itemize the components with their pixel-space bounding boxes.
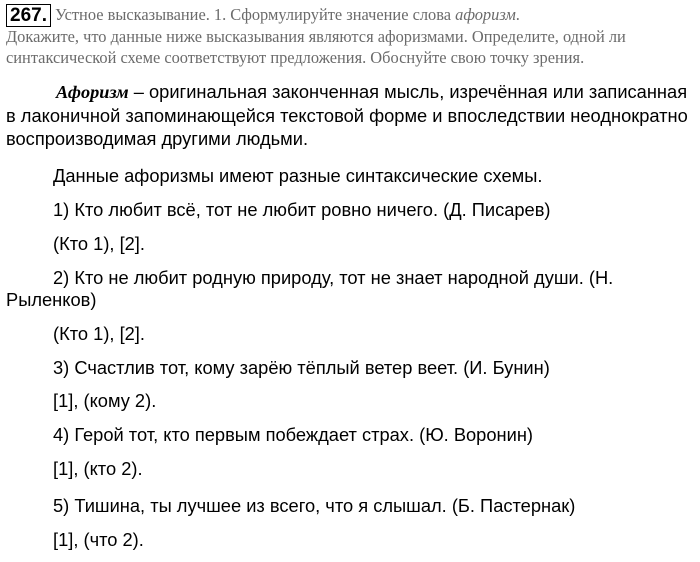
exercise-number: 267. <box>6 4 51 27</box>
aphorism-2: 2) Кто не любит родную природу, тот не знает народной души. (Н. Рыленков) <box>6 267 614 310</box>
task-term: афоризм <box>455 5 516 24</box>
intro-line: Данные афоризмы имеют разные синтаксические схемы. <box>53 165 543 186</box>
definition-term: Афоризм <box>56 82 129 102</box>
task-line-1 <box>6 4 692 27</box>
aphorism-4: 4) Герой тот, кто первым побеждает страх. (Ю. Воронин) <box>53 424 534 445</box>
task-text-1b: . <box>515 5 520 24</box>
aphorism-5: 5) Тишина, ты лучшее из всего, что я слышал. (Б. Пастернак) <box>53 495 576 516</box>
scheme-4: [1], (кто 2). <box>53 458 143 479</box>
aphorism-3: 3) Счастлив тот, кому зарёю тёплый ветер веет. (И. Бунин) <box>53 357 550 378</box>
scheme-3: [1], (кому 2). <box>53 390 157 411</box>
task-text-1a: Устное высказывание. 1. Сформулируйте значение слова <box>54 5 456 24</box>
task-line-2: Докажите, что данные ниже высказывания являются афоризмами. Определите, одной ли <box>6 27 626 46</box>
exercise-task <box>6 4 692 68</box>
definition-text: – оригинальная законченная мысль, изречённая или записанная в лаконичной запоминающейся текстовой форме и впоследствии неоднократно воспроизводимая другими людьми. <box>6 81 688 149</box>
answer-section <box>6 80 696 550</box>
scheme-5: [1], (что 2). <box>53 529 144 550</box>
task-line-3: синтаксической схеме соответствуют предложения. Обоснуйте свою точку зрения. <box>6 47 585 67</box>
aphorism-1: 1) Кто любит всё, тот не любит ровно ничего. (Д. Писарев) <box>53 199 551 220</box>
scheme-2: (Кто 1), [2]. <box>53 323 145 344</box>
definition-paragraph <box>6 80 696 150</box>
scheme-1: (Кто 1), [2]. <box>53 233 145 254</box>
